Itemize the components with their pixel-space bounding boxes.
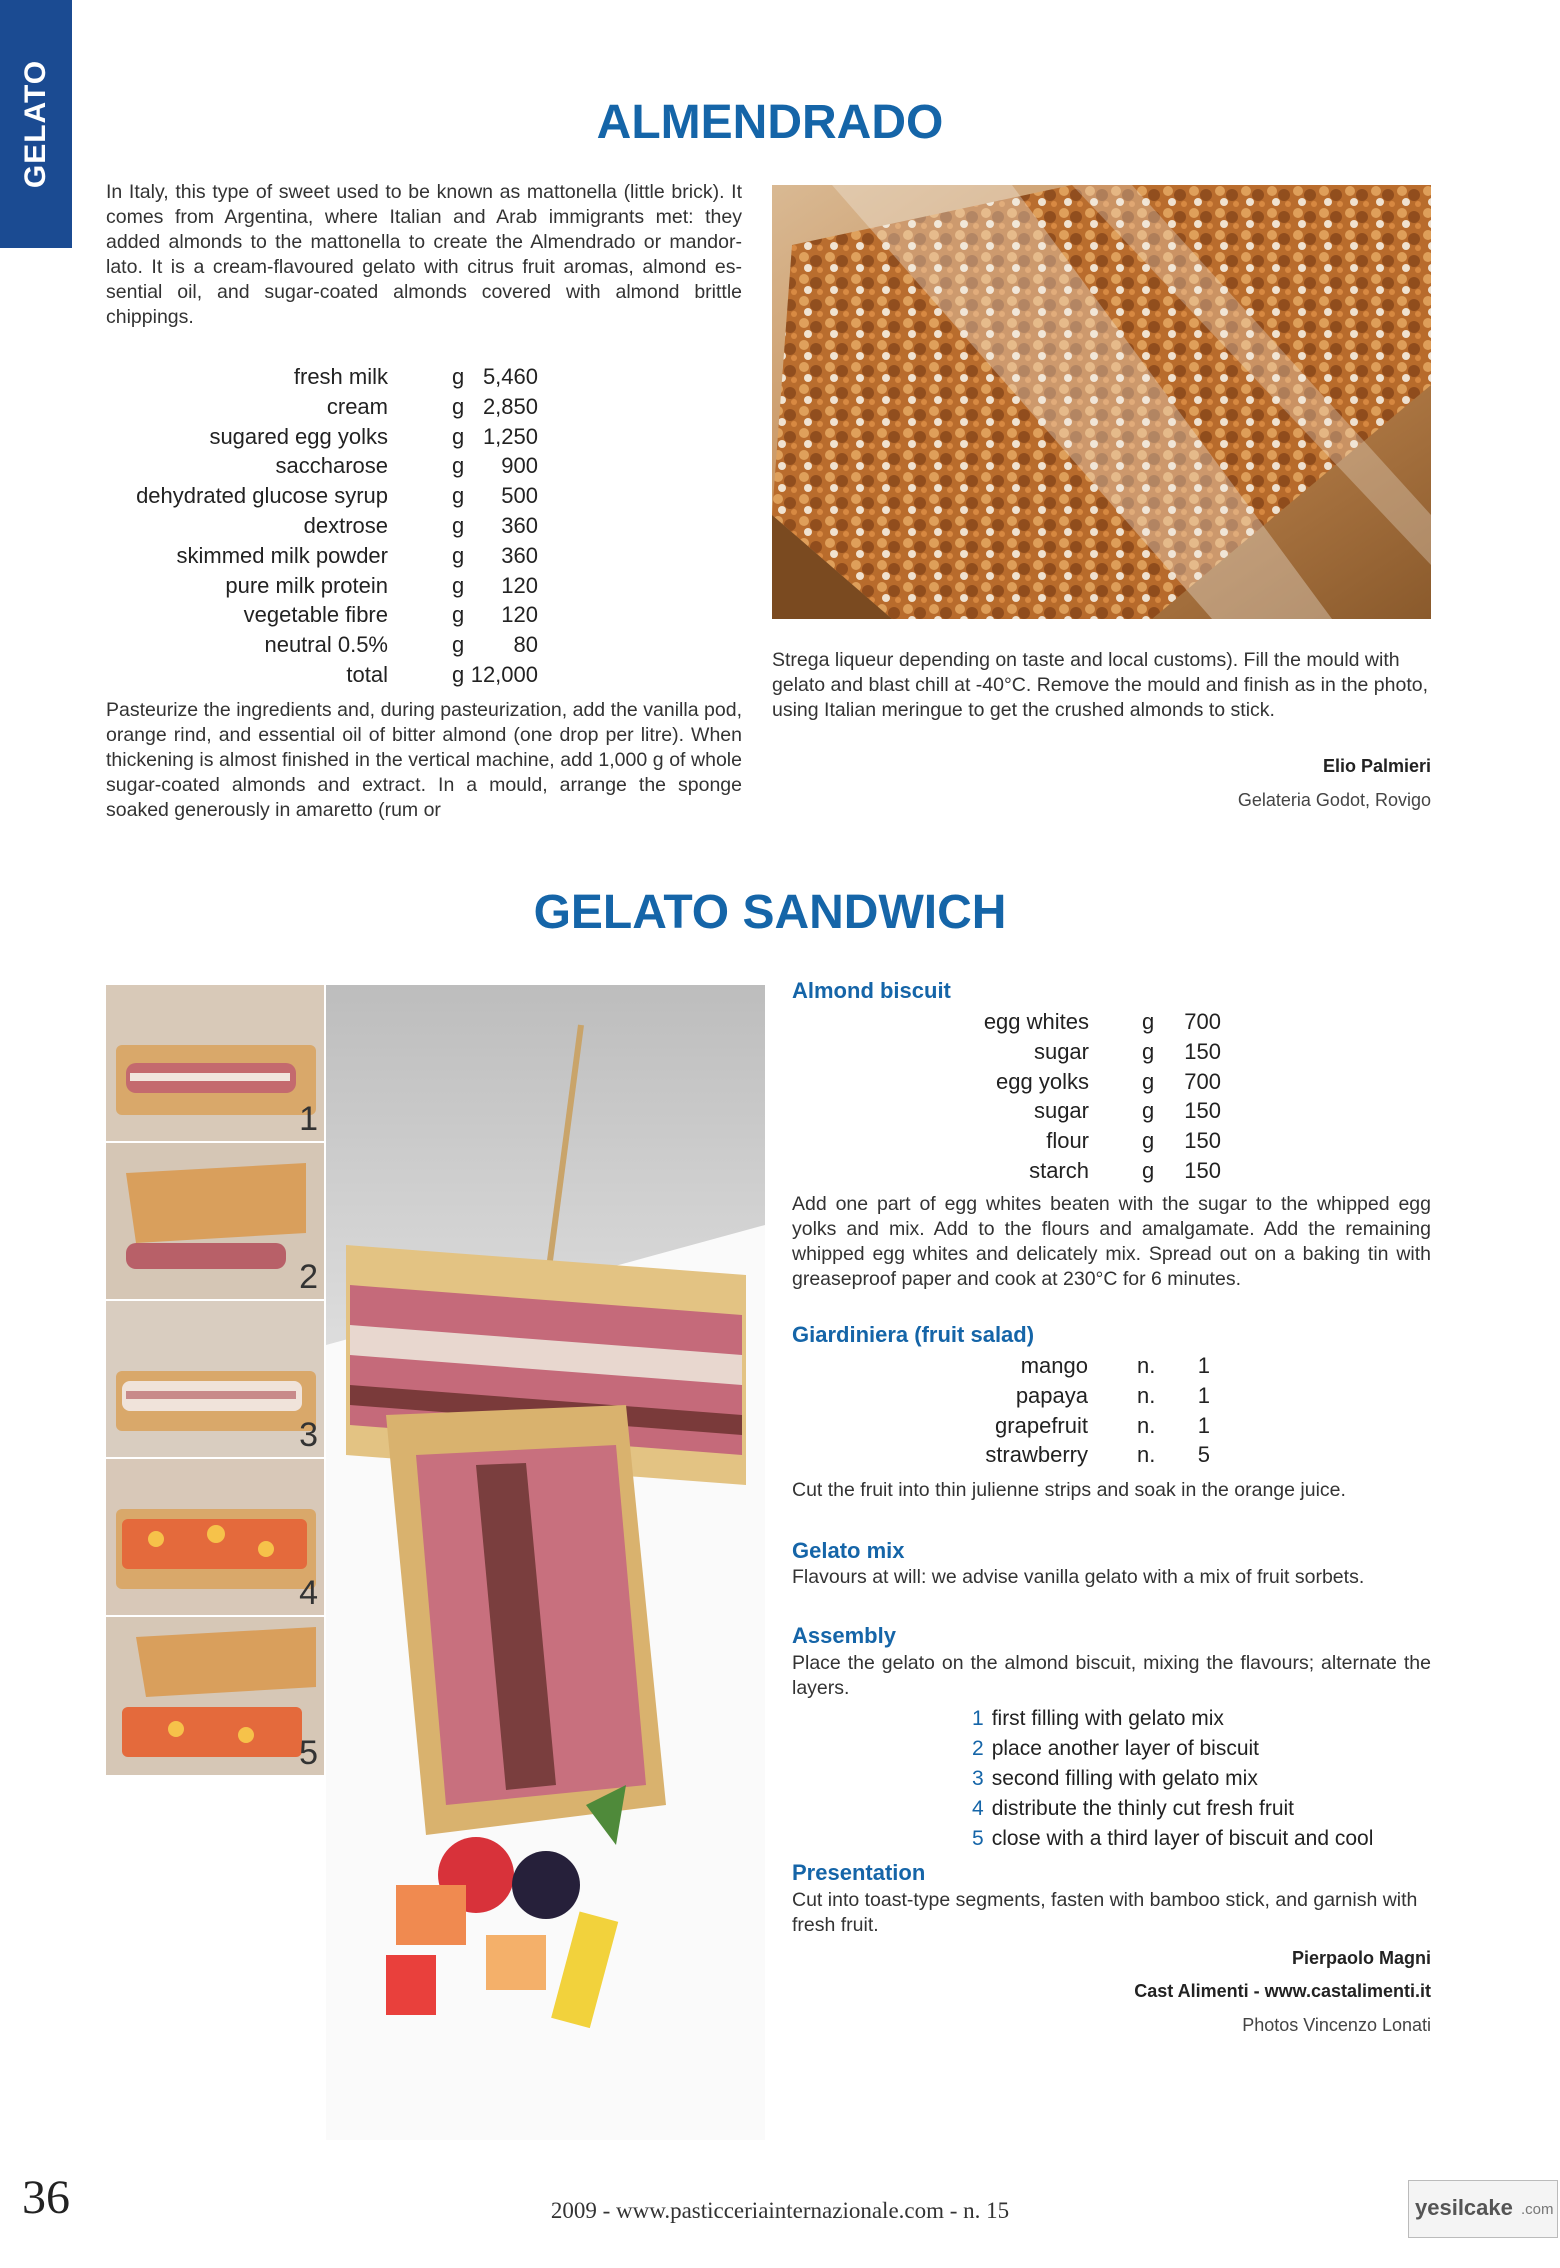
sandwich-photo [326, 985, 765, 2140]
ingredient-value: 2,850 [482, 393, 538, 419]
ingredient-name: neutral 0.5% [264, 632, 388, 658]
ingredient-row [792, 1381, 1252, 1411]
ingredient-unit: n. [1137, 1442, 1156, 1468]
almendrado-method-right: Strega liqueur depending on taste and local customs). Fill the mould with gelato and blast chill at -40°C. Remove the mould and finish as in the photo, using Italian meringue to get the crushed almonds to stick. [772, 649, 1429, 721]
ingredient-row [792, 1067, 1252, 1097]
sandwich-company: Cast Alimenti - www.castalimenti.it [1134, 1981, 1431, 2001]
almendrado-author: Elio Palmieri [1322, 756, 1431, 776]
ingredient-row [792, 1351, 1252, 1381]
gelato-mix-heading: Gelato mix [792, 1538, 905, 1563]
ingredient-unit: g [452, 632, 465, 658]
step-photo-1 [106, 985, 324, 1141]
ingredient-name: egg yolks [996, 1068, 1089, 1094]
ingredient-value: 1 [1197, 1412, 1210, 1438]
sandwich-photo-svg [326, 985, 765, 2140]
ingredient-name: cream [326, 393, 388, 419]
ingredient-name: strawberry [985, 1442, 1088, 1468]
ingredient-name: flour [1046, 1128, 1089, 1154]
ingredient-name: skimmed milk powder [176, 542, 388, 568]
ingredient-row [106, 422, 556, 452]
logo-text: yesilcake [1415, 2195, 1513, 2220]
ingredient-unit: g [452, 572, 465, 598]
ingredient-row [792, 1096, 1252, 1126]
ingredient-value: 1 [1197, 1353, 1210, 1378]
assembly-step [972, 1704, 1224, 1734]
ingredient-unit: g [1142, 1068, 1155, 1094]
assembly-step-text: first filling with gelato mix [991, 1707, 1224, 1730]
almendrado-ingredients [106, 362, 556, 697]
ingredient-row [792, 1007, 1252, 1037]
ingredient-unit: g [1142, 1158, 1155, 1183]
ingredient-row [106, 511, 556, 541]
ingredient-name: vegetable fibre [243, 602, 388, 628]
gelato-mix-text: Flavours at will: we advise vanilla gelato with a mix of fruit sorbets. [792, 1566, 1365, 1588]
step-photo-5 [106, 1617, 324, 1775]
ingredient-value: 700 [1184, 1009, 1221, 1034]
ingredient-unit: n. [1137, 1412, 1156, 1438]
biscuit-ingredients [792, 1007, 1252, 1187]
ingredient-unit: g [452, 662, 465, 687]
ingredient-value: 1,250 [482, 423, 538, 449]
ingredient-row [106, 630, 556, 660]
ingredient-value: 150 [1184, 1098, 1221, 1124]
ingredient-unit: g [452, 423, 465, 449]
step-number-5: 5 [299, 1734, 318, 1772]
assembly-step-number: 5 [972, 1827, 984, 1850]
biscuit-heading: Almond biscuit [792, 978, 951, 1003]
ingredient-value: 360 [501, 542, 538, 568]
ingredient-unit: g [452, 602, 465, 628]
almendrado-method-left: Pasteurize the ingredients and, during pasteurization, add the vanilla pod, orange rind, and essential oil of bitter almond (one drop per litre). When thickening is almost finished in the vertical machine, add 1,000 g of whole sugar-coated almonds and extract. In a mould, arrange the sponge soaked generously in amaretto (rum or [106, 699, 742, 821]
section-tab-label: GELATO [19, 59, 52, 189]
giardiniera-heading: Giardiniera (fruit salad) [792, 1322, 1035, 1347]
ingredient-row [792, 1156, 1252, 1186]
ingredient-value: 80 [513, 632, 538, 658]
ingredient-row [106, 571, 556, 601]
ingredient-row [106, 600, 556, 630]
ingredient-row [792, 1126, 1252, 1156]
page-number: 36 [22, 2171, 70, 2224]
assembly-step-text: place another layer of biscuit [991, 1737, 1260, 1760]
step-number-1: 1 [299, 1100, 318, 1138]
ingredient-row [106, 392, 556, 422]
ingredient-name: sugar [1033, 1038, 1089, 1064]
ingredient-unit: g [452, 483, 465, 509]
presentation-text: Cut into toast-type segments, fasten with bamboo stick, and garnish with fresh fruit. [792, 1889, 1418, 1936]
ingredient-unit: g [1142, 1038, 1155, 1064]
giardiniera-text: Cut the fruit into thin julienne strips and soak in the orange juice. [792, 1479, 1346, 1501]
ingredient-unit: g [452, 513, 465, 538]
assembly-step-number: 3 [972, 1767, 984, 1790]
almendrado-intro: In Italy, this type of sweet used to be known as mattonella (little brick). It comes from Argentina, where Italian and Arab immigrants met: they added almonds to the mattonella to create the Almendrado or mandor-lato. It is a cream-flavoured gelato with citrus fruit aromas, almond es-sential oil, and sugar-coated almonds covered with almond brittle chippings. [106, 181, 742, 328]
ingredient-unit: g [452, 542, 465, 568]
step-number-2: 2 [299, 1258, 318, 1296]
assembly-step-number: 1 [972, 1707, 984, 1730]
ingredient-value: 12,000 [470, 662, 538, 687]
ingredient-name: total [346, 662, 388, 687]
section-tab [0, 0, 72, 248]
ingredient-unit: g [452, 453, 465, 479]
ingredient-value: 1 [1197, 1382, 1210, 1408]
presentation-heading: Presentation [792, 1860, 926, 1885]
ingredient-name: papaya [1015, 1382, 1088, 1408]
assembly-step-number: 2 [972, 1737, 984, 1760]
ingredient-value: 700 [1184, 1068, 1221, 1094]
ingredient-unit: n. [1137, 1353, 1156, 1378]
ingredient-name: fresh milk [293, 364, 388, 389]
almendrado-title: ALMENDRADO [596, 96, 944, 149]
ingredient-row [106, 660, 556, 690]
ingredient-unit: g [1142, 1098, 1155, 1124]
step-photo-strip [106, 985, 324, 1775]
ingredient-unit: g [1142, 1128, 1155, 1154]
ingredient-value: 120 [501, 572, 538, 598]
ingredient-value: 500 [501, 483, 538, 509]
ingredient-row [792, 1411, 1252, 1441]
ingredient-name: dehydrated glucose syrup [136, 483, 388, 509]
ingredient-name: saccharose [275, 453, 388, 479]
ingredient-name: grapefruit [995, 1412, 1088, 1438]
assembly-step [972, 1734, 1259, 1764]
ingredient-unit: g [452, 364, 465, 389]
step-number-4: 4 [299, 1574, 318, 1612]
watermark-logo [1408, 2180, 1558, 2238]
ingredient-name: starch [1029, 1158, 1089, 1183]
ingredient-unit: g [1142, 1009, 1155, 1034]
step-number-3: 3 [299, 1416, 318, 1454]
biscuit-text: Add one part of egg whites beaten with the sugar to the whipped egg yolks and mix. Add to the flours and amalgamate. Add the remaining whipped egg whites and delicately mix. Spread out on a baking tin with greaseproof paper and cook at 230°C for 6 minutes. [792, 1193, 1431, 1290]
ingredient-value: 5,460 [482, 364, 538, 389]
ingredient-unit: g [452, 393, 465, 419]
sandwich-title: GELATO SANDWICH [533, 886, 1007, 939]
assembly-step-text: distribute the thinly cut fresh fruit [991, 1797, 1294, 1820]
assembly-step-text: close with a third layer of biscuit and cool [991, 1827, 1374, 1850]
ingredient-value: 150 [1184, 1158, 1221, 1183]
ingredient-name: pure milk protein [225, 572, 388, 598]
ingredient-unit: n. [1137, 1382, 1156, 1408]
ingredient-value: 120 [501, 602, 538, 628]
sandwich-author: Pierpaolo Magni [1291, 1948, 1431, 1968]
ingredient-value: 5 [1197, 1442, 1210, 1468]
ingredient-name: dextrose [303, 513, 388, 538]
assembly-step [972, 1794, 1294, 1824]
assembly-step [972, 1764, 1258, 1794]
assembly-step [972, 1824, 1373, 1854]
ingredient-row [792, 1440, 1252, 1470]
step-photo-3 [106, 1301, 324, 1457]
ingredient-value: 360 [501, 513, 538, 538]
ingredient-row [106, 541, 556, 571]
assembly-text: Place the gelato on the almond biscuit, mixing the flavours; alternate the layers. [792, 1652, 1431, 1699]
almendrado-affiliation: Gelateria Godot, Rovigo [1237, 790, 1431, 810]
ingredient-value: 150 [1184, 1038, 1221, 1064]
assembly-step-number: 4 [972, 1797, 984, 1820]
step-photo-2 [106, 1143, 324, 1299]
ingredient-row [106, 362, 556, 392]
ingredient-name: sugared egg yolks [209, 423, 388, 449]
assembly-heading: Assembly [792, 1623, 896, 1648]
ingredient-value: 150 [1184, 1128, 1221, 1154]
giardiniera-ingredients [792, 1351, 1252, 1473]
ingredient-name: egg whites [983, 1009, 1089, 1034]
ingredient-row [792, 1037, 1252, 1067]
assembly-steps [972, 1704, 1432, 1856]
ingredient-row [106, 451, 556, 481]
step-photo-4 [106, 1459, 324, 1615]
ingredient-value: 900 [501, 453, 538, 479]
photo-credit: Photos Vincenzo Lonati [1242, 2015, 1431, 2035]
almendrado-photo [772, 185, 1431, 619]
logo-suffix: .com [1521, 2201, 1554, 2218]
almendrado-photo-svg [772, 185, 1431, 619]
ingredient-row [106, 481, 556, 511]
ingredient-name: mango [1020, 1353, 1088, 1378]
issue-line: 2009 - www.pasticceriainternazionale.com - n. 15 [550, 2198, 1010, 2223]
assembly-step-text: second filling with gelato mix [991, 1767, 1258, 1790]
ingredient-name: sugar [1033, 1098, 1089, 1124]
